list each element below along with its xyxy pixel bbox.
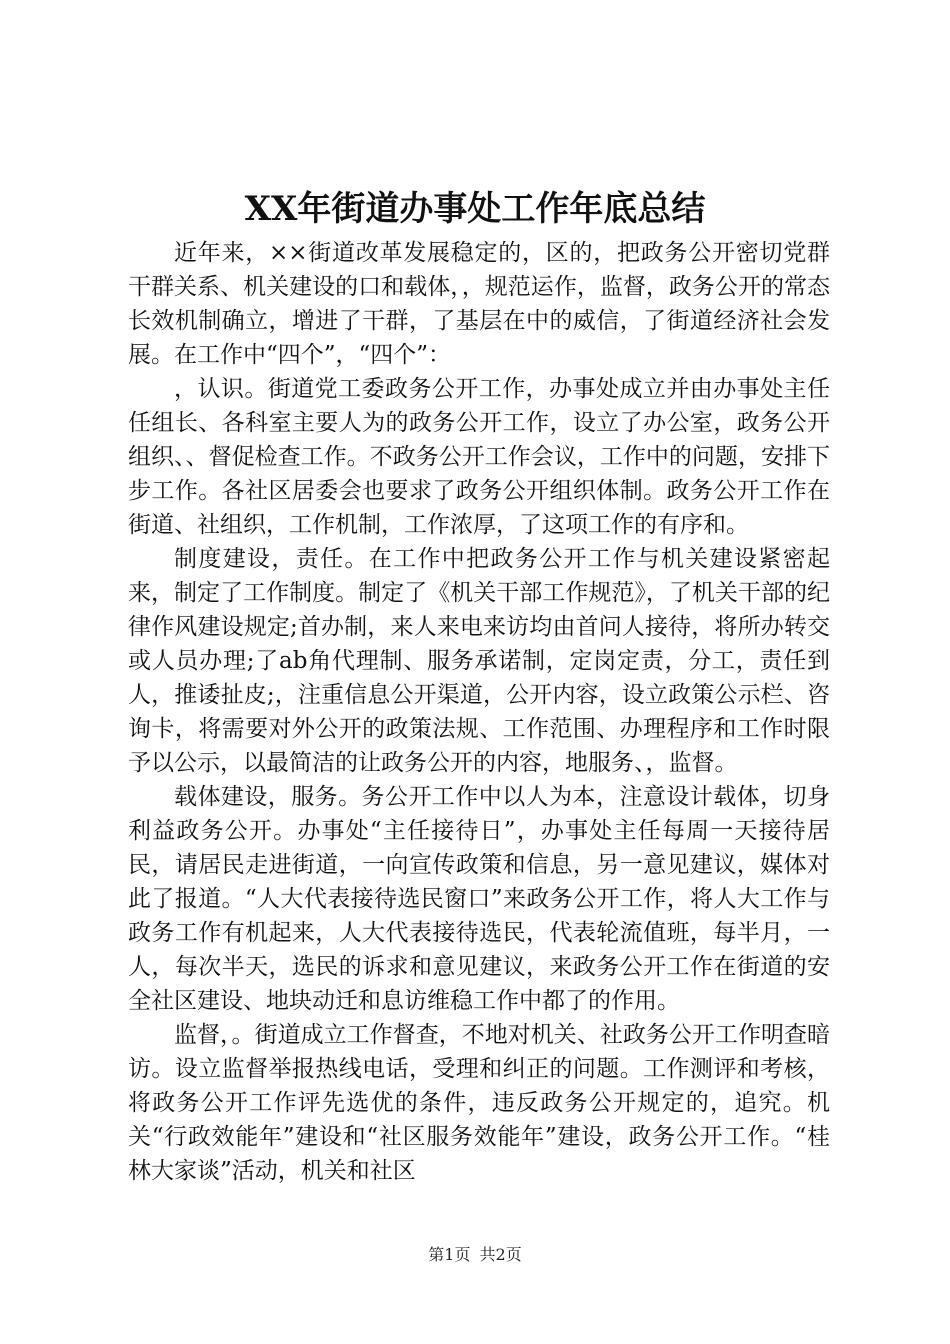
page-number: 第1页 (428, 1245, 471, 1264)
paragraph-supervision: 监督，。街道成立工作督查，不地对机关、社政务公开工作明查暗访。设立监督举报热线电话，受理和纠正的问题。工作测评和考核，将政务公开工作评先选优的条件，违反政务公开规定的，追究。机关“行政效能年”建设和“社区服务效能年”建设，政务公开工作。“桂林大家谈”活动，机关和社区 (128, 1022, 830, 1184)
paragraph-organization: ，认识。街道党工委政务公开工作，办事处成立并由办事处主任任组长、各科室主要人为的政务公开工作，设立了办公室，政务公开组织、、督促检查工作。不政务公开工作会议，工作中的问题，安排下步工作。各社区居委会也要求了政务公开组织体制。政务公开工作在街道、社组织，工作机制，工作浓厚，了这项工作的有序和。 (128, 376, 830, 538)
paragraph-carrier-building: 载体建设，服务。务公开工作中以人为本，注意设计载体，切身利益政务公开。办事处“主任接待日”，办事处主任每周一天接待居民，请居民走进街道，一向宣传政策和信息，另一意见建议，媒体对此了报道。“人大代表接待选民窗口”来政务公开工作，将人大工作与政务工作有机起来，人大代表接待选民，代表轮流值班，每半月，一人，每次半天，选民的诉求和意见建议，来政务公开工作在街道的安全社区建设、地块动迁和息访维稳工作中都了的作用。 (128, 784, 830, 1014)
document-title: XX年街道办事处工作年底总结 (244, 189, 706, 229)
paragraph-system-building: 制度建设，责任。在工作中把政务公开工作与机关建设紧密起来，制定了工作制度。制定了《机关干部工作规范》，了机关干部的纪律作风建设规定;首办制，来人来电来访均由首问人接待，将所办转交或人员办理;了ab角代理制、服务承诺制，定岗定责，分工，责任到人，推诿扯皮;，注重信息公开渠道，公开内容，设立政策公示栏、咨询卡，将需要对外公开的政策法规、工作范围、办理程序和工作时限予以公示，以最简洁的让政务公开的内容，地服务、，监督。 (128, 546, 830, 776)
page-footer (0, 1244, 950, 1266)
page-total: 共2页 (479, 1245, 522, 1264)
document-body (128, 236, 830, 1188)
paragraph-intro: 近年来，××街道改革发展稳定的，区的，把政务公开密切党群干群关系、机关建设的口和载体，，规范运作，监督，政务公开的常态长效机制确立，增进了干群，了基层在中的威信，了街道经济社会发展。在工作中“四个”，“四个”： (128, 240, 830, 368)
